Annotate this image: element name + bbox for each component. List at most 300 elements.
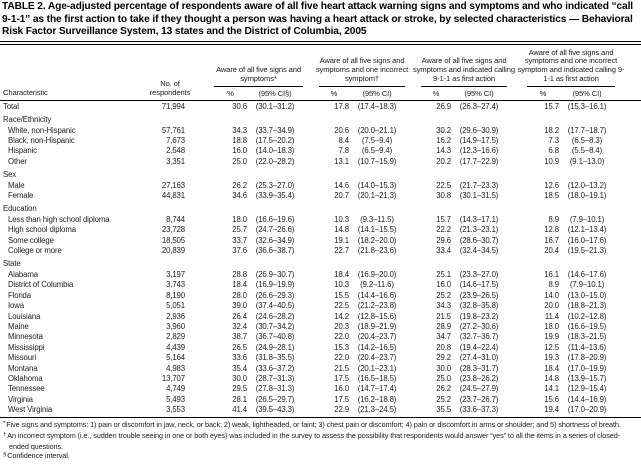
row-label: Tennessee (8, 384, 45, 394)
spacer (405, 246, 421, 256)
pct-value: 25.2 (436, 394, 451, 404)
ci-value: (12.9–15.4) (567, 384, 607, 394)
ci-value: (28.7–31.3) (255, 373, 295, 383)
spacer (303, 301, 319, 311)
spacer (194, 301, 214, 311)
pct-value: 17.5 (334, 394, 349, 404)
pct-value: 22.0 (334, 353, 349, 363)
ci-value: (20.0–21.1) (357, 125, 397, 135)
spacer (615, 270, 641, 280)
ci-value: (32.8–35.8) (459, 301, 499, 311)
spacer (194, 191, 214, 201)
ci-value: (21.7–23.3) (459, 180, 499, 190)
spacer (405, 236, 421, 246)
pct-value: 16.0 (232, 146, 247, 156)
pct-value: 30.8 (436, 191, 451, 201)
footnote-ci (3, 451, 637, 462)
pct-value: 25.0 (436, 373, 451, 383)
ci-value: (16.6–19.6) (255, 214, 295, 224)
row-label: Alabama (8, 269, 38, 279)
spacer (405, 364, 421, 374)
pct-value: 22.0 (334, 332, 349, 342)
spacer (507, 312, 527, 322)
row-label: Hispanic (8, 146, 37, 156)
footnote-text: Five signs and symptoms: 1) pain or discomfort in jaw, neck, or back; 2) weak, lightheaded, or faint; 3) chest pain or discomfort; 4) pain or discomfort in arms or shoulder; and 5) shortness of breath. (6, 419, 621, 429)
pct-value: 26.2 (232, 180, 247, 190)
table-body (0, 100, 641, 415)
ci-value: (26.3–27.4) (459, 101, 499, 111)
spacer (615, 343, 641, 353)
spacer (303, 353, 319, 363)
table-row (0, 236, 641, 246)
col-header-group-aware (214, 48, 303, 87)
pct-value: 15.3 (334, 342, 349, 352)
spacer (194, 384, 214, 394)
row-label: Louisiana (8, 311, 41, 321)
pct-value: 16.2 (436, 136, 451, 145)
table-row (0, 246, 641, 256)
pct-value: 30.0 (436, 363, 451, 373)
spacer (615, 225, 641, 235)
ci-value: (16.9–20.0) (357, 269, 397, 279)
pct-value: 15.7 (436, 214, 451, 224)
ci-value: (7.5–9.4) (361, 136, 393, 145)
respondents-value: 2,548 (166, 146, 185, 156)
ci-value: (7.9–10.1) (569, 280, 605, 290)
section-row (0, 112, 641, 125)
spacer (303, 136, 319, 146)
pct-value: 34.3 (436, 301, 451, 311)
ci-value: (24.5–27.9) (459, 384, 499, 394)
spacer (194, 280, 214, 290)
section-label: State (3, 259, 21, 269)
ci-value: (20.4–23.7) (357, 332, 397, 342)
ci-value: (23.9–26.5) (459, 290, 499, 300)
ci-value: (17.5–20.2) (255, 136, 295, 145)
table-header (0, 48, 641, 101)
subheader-pct: % (214, 86, 247, 100)
table-row (0, 146, 641, 156)
ci-value: (14.7–17.4) (357, 384, 397, 394)
spacer (405, 191, 421, 201)
spacer (194, 146, 214, 156)
spacer (615, 100, 641, 112)
ci-value: (32.4–34.5) (459, 246, 499, 256)
ci-value: (36.7–40.8) (255, 332, 295, 342)
pct-value: 25.2 (436, 290, 451, 300)
section-label: Sex (3, 170, 17, 180)
spacer (194, 225, 214, 235)
ci-value: (26.9–30.7) (255, 269, 295, 279)
ci-value: (14.6–17.5) (459, 280, 499, 290)
respondents-value: 71,994 (161, 101, 185, 111)
spacer (615, 136, 641, 146)
pct-value: 26.5 (232, 342, 247, 352)
spacer (303, 384, 319, 394)
spacer (405, 181, 421, 191)
spacer (615, 322, 641, 332)
spacer (194, 343, 214, 353)
page-title: TABLE 2. Age-adjusted percentage of respondents aware of all five heart attack warning signs and symptoms and who indicated “call 9-1-1” as the first action to take if they thought a person was having a heart attack or stroke, by selected characteristics — Behavioral Risk Factor Surveillance System, 13 states and the District of Columbia, 2005 (2, 1, 634, 38)
pct-value: 21.5 (436, 311, 451, 321)
pct-value: 19.9 (544, 332, 559, 342)
spacer (615, 280, 641, 290)
spacer (615, 374, 641, 384)
table-row (0, 215, 641, 225)
pct-value: 30.2 (436, 125, 451, 135)
ci-value: (16.5–18.5) (357, 373, 397, 383)
spacer (615, 181, 641, 191)
pct-value: 39.0 (232, 301, 247, 311)
row-label: Total (3, 101, 19, 111)
pct-value: 25.1 (436, 269, 451, 279)
respondents-value: 2,829 (166, 332, 185, 342)
spacer (507, 384, 527, 394)
ci-value: (31.8–35.5) (255, 353, 295, 363)
ci-value: (18.8–21.3) (567, 301, 607, 311)
spacer (194, 332, 214, 342)
table-row (0, 126, 641, 136)
respondents-value: 3,960 (166, 321, 185, 331)
row-label: Black, non-Hispanic (8, 136, 75, 145)
pct-value: 17.8 (334, 101, 349, 111)
pct-value: 21.5 (334, 363, 349, 373)
pct-value: 19.4 (544, 405, 559, 415)
pct-value: 37.6 (232, 246, 247, 256)
pct-value: 25.0 (232, 156, 247, 166)
pct-value: 7.3 (548, 136, 559, 145)
pct-value: 20.6 (334, 125, 349, 135)
row-label: Minnesota (8, 332, 43, 342)
row-label: Missouri (8, 353, 37, 363)
pct-value: 18.4 (232, 280, 247, 290)
pct-value: 16.7 (544, 235, 559, 245)
pct-value: 6.8 (548, 146, 559, 156)
ci-value: (16.9–19.9) (255, 280, 295, 290)
pct-value: 20.8 (436, 342, 451, 352)
spacer (507, 136, 527, 146)
spacer (405, 322, 421, 332)
respondents-value: 5,051 (166, 301, 185, 311)
table-row (0, 291, 641, 301)
pct-value: 14.8 (334, 225, 349, 235)
ci-value: (12.8–15.6) (357, 311, 397, 321)
spacer (405, 126, 421, 136)
pct-value: 8.9 (548, 280, 559, 290)
ci-value: (21.3–23.1) (459, 225, 499, 235)
pct-value: 20.3 (334, 321, 349, 331)
spacer (303, 364, 319, 374)
table-row (0, 374, 641, 384)
table-row (0, 395, 641, 405)
ci-value: (18.3–21.5) (567, 332, 607, 342)
section-row (0, 256, 641, 269)
pct-value: 20.2 (436, 156, 451, 166)
spacer (615, 405, 641, 415)
table-row (0, 270, 641, 280)
spacer (615, 291, 641, 301)
pct-value: 22.2 (436, 225, 451, 235)
pct-value: 13.1 (334, 156, 349, 166)
spacer (194, 395, 214, 405)
ci-value: (5.5–8.4) (571, 146, 603, 156)
respondents-value: 4,749 (166, 384, 185, 394)
pct-value: 30.0 (232, 373, 247, 383)
row-label: White, non-Hispanic (8, 125, 76, 135)
pct-value: 12.5 (544, 342, 559, 352)
spacer (615, 215, 641, 225)
ci-value: (20.4–23.7) (357, 353, 397, 363)
spacer (405, 332, 421, 342)
ci-value: (33.6–37.3) (459, 405, 499, 415)
footnote-incorrect-symptom (3, 431, 637, 451)
pct-value: 29.5 (232, 384, 247, 394)
row-label: Male (8, 180, 25, 190)
ci-value: (30.7–34.2) (255, 321, 295, 331)
spacer (615, 146, 641, 156)
spacer (303, 395, 319, 405)
ci-value: (33.9–35.4) (255, 191, 295, 201)
footnote-marker: † (3, 431, 7, 438)
spacer (507, 374, 527, 384)
table-row (0, 301, 641, 311)
col-header-group-aware-incorrect-911 (517, 47, 625, 87)
pct-value: 17.5 (334, 373, 349, 383)
ci-value: (20.1–23.1) (357, 363, 397, 373)
section-row (0, 167, 641, 180)
pct-value: 29.2 (436, 353, 451, 363)
spacer (507, 291, 527, 301)
pct-value: 29.6 (436, 235, 451, 245)
spacer (303, 246, 319, 256)
pct-value: 28.0 (232, 290, 247, 300)
respondents-value: 57,761 (161, 125, 185, 135)
pct-value: 16.1 (544, 269, 559, 279)
spacer (303, 181, 319, 191)
spacer (507, 246, 527, 256)
ci-value: (23.8–26.2) (459, 373, 499, 383)
row-label: West Virginia (8, 405, 53, 415)
spacer (507, 215, 527, 225)
spacer (507, 191, 527, 201)
spacer (405, 301, 421, 311)
pct-value: 8.9 (548, 214, 559, 224)
ci-value: (27.2–30.6) (459, 321, 499, 331)
ci-value: (16.2–18.8) (357, 394, 397, 404)
group-label: Aware of all five signs and symptoms* (216, 65, 301, 83)
ci-value: (16.6–19.5) (567, 321, 607, 331)
ci-value: (9.1–13.0) (569, 156, 605, 166)
spacer (405, 100, 421, 112)
col-header-respondents: No. of respondents (146, 48, 194, 101)
ci-value: (20.1–21.3) (357, 191, 397, 201)
spacer (194, 364, 214, 374)
ci-value: (27.8–31.3) (255, 384, 295, 394)
table-row (0, 353, 641, 363)
spacer (615, 126, 641, 136)
ci-value: (30.1–31.5) (459, 191, 499, 201)
spacer (405, 312, 421, 322)
ci-value: (14.9–17.5) (459, 136, 499, 145)
ci-value: (19.5–21.3) (567, 246, 607, 256)
spacer (615, 364, 641, 374)
ci-value: (19.4–22.4) (459, 342, 499, 352)
ci-value: (25.3–27.0) (255, 180, 295, 190)
col-header-group-aware-incorrect (315, 48, 409, 87)
ci-value: (6.5–8.3) (571, 136, 603, 145)
ci-value: (23.3–27.0) (459, 269, 499, 279)
spacer (303, 146, 319, 156)
ci-value: (21.3–24.5) (357, 405, 397, 415)
spacer (507, 364, 527, 374)
respondents-value: 4,439 (166, 342, 185, 352)
ci-value: (28.3–31.7) (459, 363, 499, 373)
ci-value: (32.6–34.9) (255, 235, 295, 245)
pct-value: 14.3 (436, 146, 451, 156)
pct-value: 14.0 (544, 290, 559, 300)
respondents-value: 4,983 (166, 363, 185, 373)
row-label: Some college (8, 235, 54, 245)
spacer (507, 157, 527, 167)
respondents-value: 5,493 (166, 394, 185, 404)
table-row (0, 136, 641, 146)
ci-value: (17.7–22.9) (459, 156, 499, 166)
pct-value: 22.5 (436, 180, 451, 190)
section-row (0, 201, 641, 214)
spacer (405, 353, 421, 363)
ci-value: (11.4–13.6) (568, 342, 606, 352)
pct-value: 41.4 (232, 405, 247, 415)
respondents-value: 7,673 (166, 136, 185, 145)
ci-value: (14.4–16.6) (357, 290, 397, 300)
subheader-pct: % (421, 86, 451, 100)
ci-value: (13.0–15.0) (567, 290, 607, 300)
pct-value: 18.8 (232, 136, 247, 145)
table-row (0, 332, 641, 342)
spacer (507, 236, 527, 246)
footnote-marker: § (3, 451, 7, 458)
spacer (507, 395, 527, 405)
pct-value: 12.8 (544, 225, 559, 235)
respondents-value: 13,707 (161, 373, 185, 383)
ci-value: (6.5–9.4) (361, 146, 393, 156)
respondents-value: 23,728 (161, 225, 185, 235)
pct-value: 20.4 (544, 246, 559, 256)
spacer (303, 191, 319, 201)
ci-value: (37.4–40.5) (255, 301, 295, 311)
spacer (303, 374, 319, 384)
ci-value: (14.0–15.3) (357, 180, 397, 190)
section-label: Race/Ethnicity (3, 115, 52, 125)
ci-value: (24.9–28.1) (255, 342, 295, 352)
group-label: Aware of all five signs and symptoms and one incorrect symptom† (315, 56, 409, 83)
footnote-text: Confidence interval. (7, 450, 70, 460)
pct-value: 34.3 (232, 125, 247, 135)
ci-value: (12.3–16.6) (459, 146, 499, 156)
spacer (615, 246, 641, 256)
spacer (194, 246, 214, 256)
spacer (303, 126, 319, 136)
spacer (615, 395, 641, 405)
ci-value: (28.6–30.7) (459, 235, 499, 245)
ci-value: (21.2–23.8) (357, 301, 397, 311)
spacer (405, 136, 421, 146)
table-row (0, 384, 641, 394)
footnote-marker: * (3, 420, 6, 427)
spacer (405, 280, 421, 290)
pct-value: 26.2 (436, 384, 451, 394)
spacer (194, 405, 214, 415)
spacer (615, 236, 641, 246)
spacer (303, 236, 319, 246)
spacer (194, 157, 214, 167)
spacer (507, 332, 527, 342)
spacer (405, 374, 421, 384)
pct-value: 15.7 (544, 101, 559, 111)
pct-value: 20.7 (334, 191, 349, 201)
pct-value: 33.6 (232, 353, 247, 363)
spacer (615, 332, 641, 342)
pct-value: 8.4 (338, 136, 349, 145)
pct-value: 14.1 (544, 384, 559, 394)
ci-value: (17.8–20.9) (567, 353, 607, 363)
spacer (194, 270, 214, 280)
spacer (405, 291, 421, 301)
section-label: Education (3, 204, 37, 214)
ci-value: (14.4–16.9) (567, 394, 607, 404)
spacer (194, 322, 214, 332)
row-label: Virginia (8, 394, 33, 404)
spacer (507, 181, 527, 191)
ci-value: (33.6–37.2) (255, 363, 295, 373)
row-label: District of Columbia (8, 280, 74, 290)
pct-value: 26.9 (436, 101, 451, 111)
spacer (507, 280, 527, 290)
spacer (405, 157, 421, 167)
table-row (0, 322, 641, 332)
respondents-value: 3,553 (166, 405, 185, 415)
spacer (194, 291, 214, 301)
ci-value: (17.7–18.7) (567, 125, 607, 135)
table-row (0, 364, 641, 374)
group-label: Aware of all five signs and symptoms and indicated calling 9-1-1 as first action (413, 56, 515, 83)
spacer (303, 405, 319, 415)
spacer (615, 384, 641, 394)
ci-value: (16.0–17.6) (567, 235, 607, 245)
ci-value: (10.2–12.8) (567, 311, 607, 321)
pct-value: 18.2 (544, 125, 559, 135)
pct-value: 10.9 (544, 156, 559, 166)
ci-value: (17.0–19.9) (567, 363, 607, 373)
spacer (303, 332, 319, 342)
subheader-ci: (95% CI) (559, 86, 615, 100)
spacer (303, 225, 319, 235)
respondents-value: 18,505 (161, 235, 185, 245)
pct-value: 11.4 (544, 311, 559, 321)
spacer (615, 301, 641, 311)
pct-value: 22.9 (334, 405, 349, 415)
table-row (0, 181, 641, 191)
pct-value: 18.4 (544, 363, 559, 373)
spacer (303, 343, 319, 353)
subheader-ci: (95% CI) (451, 86, 507, 100)
ci-value: (32.7–36.7) (459, 332, 499, 342)
row-label: Iowa (8, 301, 24, 311)
respondents-value: 3,351 (166, 156, 185, 166)
respondents-value: 2,936 (166, 311, 185, 321)
ci-value: (22.0–28.2) (255, 156, 295, 166)
pct-value: 34.6 (232, 191, 247, 201)
